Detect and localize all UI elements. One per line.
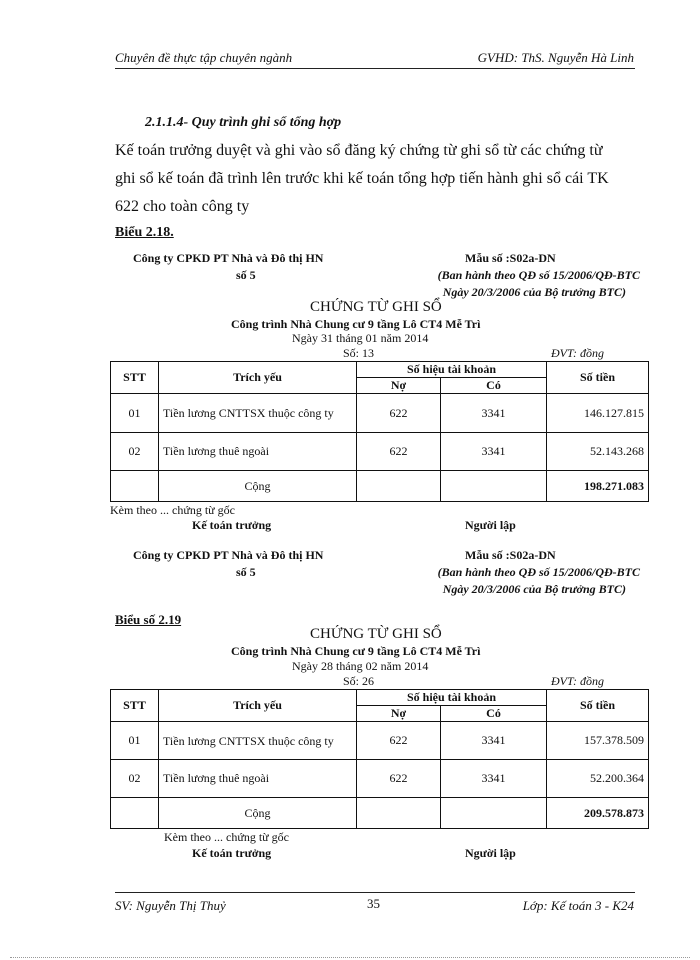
project-name: Công trình Nhà Chung cư 9 tầng Lô CT4 Mễ Trì — [231, 317, 481, 331]
page-number: 35 — [367, 896, 380, 911]
company-branch: số 5 — [236, 565, 256, 579]
form-code: Mẫu số :S02a-DN — [465, 548, 556, 562]
table-row — [111, 433, 649, 471]
table-row — [111, 394, 649, 433]
issued-by-line-2: Ngày 20/3/2006 của Bộ trưởng BTC) — [442, 582, 626, 596]
form-code: Mẫu số :S02a-DN — [465, 251, 556, 265]
table-row — [111, 760, 649, 798]
voucher-table-2 — [110, 689, 649, 829]
header-left: Chuyên đề thực tập chuyên ngành — [115, 50, 293, 65]
figure-label-2-18: Biểu 2.18. — [115, 225, 174, 240]
attached-docs: Kèm theo ... chứng từ gốc — [110, 503, 235, 517]
chief-accountant-label: Kế toán trưởng — [192, 518, 272, 532]
preparer-label: Người lập — [465, 846, 516, 860]
col-description: Trích yếu — [159, 362, 357, 394]
col-description: Trích yếu — [159, 690, 357, 722]
row-stt: 02 — [111, 433, 159, 471]
voucher-date: Ngày 28 tháng 02 năm 2014 — [292, 659, 429, 673]
intro-line-1: Kế toán trưởng duyệt và ghi vào sổ đăng ký chứng từ ghi sổ từ các chứng từ — [115, 142, 603, 159]
col-amount: Số tiền — [547, 690, 649, 722]
voucher-date: Ngày 31 tháng 01 năm 2014 — [292, 331, 429, 345]
page-edge — [10, 957, 690, 958]
row-description: Tiền lương thuê ngoài — [159, 433, 357, 471]
row-debit: 622 — [357, 760, 441, 798]
col-stt: STT — [111, 362, 159, 394]
row-stt: 01 — [111, 394, 159, 433]
total-row — [111, 798, 649, 829]
voucher-title: CHỨNG TỪ GHI SỔ — [310, 626, 442, 642]
header-right: GVHD: ThS. Nguyễn Hà Linh — [477, 50, 634, 65]
row-debit: 622 — [357, 394, 441, 433]
total-label: Cộng — [159, 471, 357, 502]
figure-label-2-19: Biểu số 2.19 — [115, 612, 182, 627]
company-name: Công ty CPKD PT Nhà và Đô thị HN — [133, 548, 324, 562]
row-description: Tiền lương CNTTSX thuộc công ty — [163, 406, 334, 420]
voucher-title: CHỨNG TỪ GHI SỔ — [310, 299, 442, 315]
col-credit: Có — [441, 378, 547, 394]
header-rule — [115, 68, 635, 69]
row-debit: 622 — [357, 722, 441, 760]
row-amount: 157.378.509 — [547, 722, 649, 760]
footer-student: SV: Nguyễn Thị Thuỷ — [115, 898, 226, 913]
row-amount: 52.143.268 — [547, 433, 649, 471]
issued-by-line-2: Ngày 20/3/2006 của Bộ trưởng BTC) — [442, 285, 626, 299]
row-stt: 01 — [111, 722, 159, 760]
company-branch: số 5 — [236, 268, 256, 282]
total-amount: 209.578.873 — [547, 798, 649, 829]
row-debit: 622 — [357, 433, 441, 471]
row-credit: 3341 — [441, 394, 547, 433]
total-amount: 198.271.083 — [547, 471, 649, 502]
preparer-label: Người lập — [465, 518, 516, 532]
chief-accountant-label: Kế toán trưởng — [192, 846, 272, 860]
col-credit: Có — [441, 706, 547, 722]
col-amount: Số tiền — [547, 362, 649, 394]
row-amount: 52.200.364 — [547, 760, 649, 798]
intro-line-2: ghi sổ kế toán đã trình lên trước khi kế toán tổng hợp tiến hành ghi sổ cái TK — [115, 170, 609, 187]
row-stt: 02 — [111, 760, 159, 798]
attached-docs: Kèm theo ... chứng từ gốc — [164, 830, 289, 844]
row-description: Tiền lương CNTTSX thuộc công ty — [163, 733, 334, 748]
section-title: 2.1.1.4- Quy trình ghi sổ tổng hợp — [145, 115, 342, 130]
voucher-number: Số: 13 — [343, 346, 375, 360]
col-stt: STT — [111, 690, 159, 722]
issued-by-line-1: (Ban hành theo QĐ số 15/2006/QĐ-BTC — [437, 565, 640, 579]
currency-unit: ĐVT: đồng — [551, 674, 605, 688]
row-description: Tiền lương thuê ngoài — [159, 760, 357, 798]
row-credit: 3341 — [441, 722, 547, 760]
project-name: Công trình Nhà Chung cư 9 tầng Lô CT4 Mễ Trì — [231, 644, 481, 658]
col-account-group: Số hiệu tài khoản — [357, 362, 547, 378]
currency-unit: ĐVT: đồng — [551, 346, 605, 360]
col-account-group: Số hiệu tài khoản — [357, 690, 547, 706]
row-amount: 146.127.815 — [547, 394, 649, 433]
table-row — [111, 722, 649, 760]
col-debit: Nợ — [357, 706, 441, 722]
footer-rule — [115, 892, 635, 893]
row-credit: 3341 — [441, 760, 547, 798]
issued-by-line-1: (Ban hành theo QĐ số 15/2006/QĐ-BTC — [437, 268, 640, 282]
voucher-table-1 — [110, 361, 649, 502]
intro-line-3: 622 cho toàn công ty — [115, 198, 250, 215]
total-label: Cộng — [159, 798, 357, 829]
col-debit: Nợ — [357, 378, 441, 394]
voucher-number: Số: 26 — [343, 674, 375, 688]
footer-class: Lớp: Kế toán 3 - K24 — [522, 898, 634, 913]
company-name: Công ty CPKD PT Nhà và Đô thị HN — [133, 251, 324, 265]
total-row — [111, 471, 649, 502]
row-credit: 3341 — [441, 433, 547, 471]
